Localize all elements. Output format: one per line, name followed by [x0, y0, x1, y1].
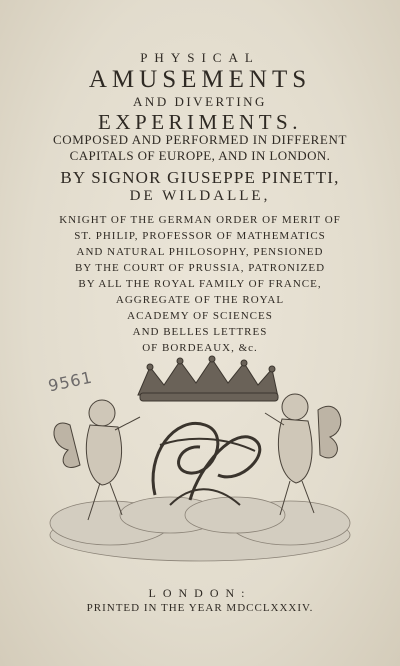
- imprint-place: LONDON:: [148, 586, 252, 600]
- crown-icon: [138, 356, 278, 401]
- title-line-and-diverting: AND DIVERTING: [133, 94, 267, 109]
- description-line: OF BORDEAUX, &c.: [142, 342, 258, 354]
- title-line-capitals: CAPITALS OF EUROPE, AND IN LONDON.: [69, 148, 331, 163]
- description-line: BY THE COURT OF PRUSSIA, PATRONIZED: [74, 262, 326, 274]
- author-title: DE WILDALLE,: [129, 188, 271, 204]
- description-line: BY ALL THE ROYAL FAMILY OF FRANCE,: [78, 278, 322, 290]
- monogram-icon: [153, 423, 260, 505]
- author-name: BY SIGNOR GIUSEPPE PINETTI,: [60, 168, 340, 187]
- description-line: AND NATURAL PHILOSOPHY, PENSIONED: [76, 246, 324, 258]
- cherubs-monogram-vignette: [40, 355, 360, 570]
- description-line: ACADEMY OF SCIENCES: [127, 310, 273, 322]
- description-line: AGGREGATE OF THE ROYAL: [115, 294, 285, 306]
- title-line-composed: COMPOSED AND PERFORMED IN DIFFERENT: [52, 132, 348, 147]
- imprint-date: PRINTED IN THE YEAR MDCCLXXXIV.: [86, 602, 314, 614]
- pencil-shelfmark: 9561: [46, 367, 95, 396]
- title-line-physical: PHYSICAL: [140, 50, 260, 65]
- description-line: KNIGHT OF THE GERMAN ORDER OF MERIT OF: [59, 214, 341, 226]
- description-line: ST. PHILIP, PROFESSOR OF MATHEMATICS: [74, 230, 326, 242]
- description-line: AND BELLES LETTRES: [132, 326, 268, 338]
- cloud-icon: [50, 497, 350, 561]
- title-line-experiments: EXPERIMENTS.: [98, 110, 302, 134]
- title-line-amusements: AMUSEMENTS: [88, 66, 312, 93]
- cherub-right-icon: [265, 394, 341, 515]
